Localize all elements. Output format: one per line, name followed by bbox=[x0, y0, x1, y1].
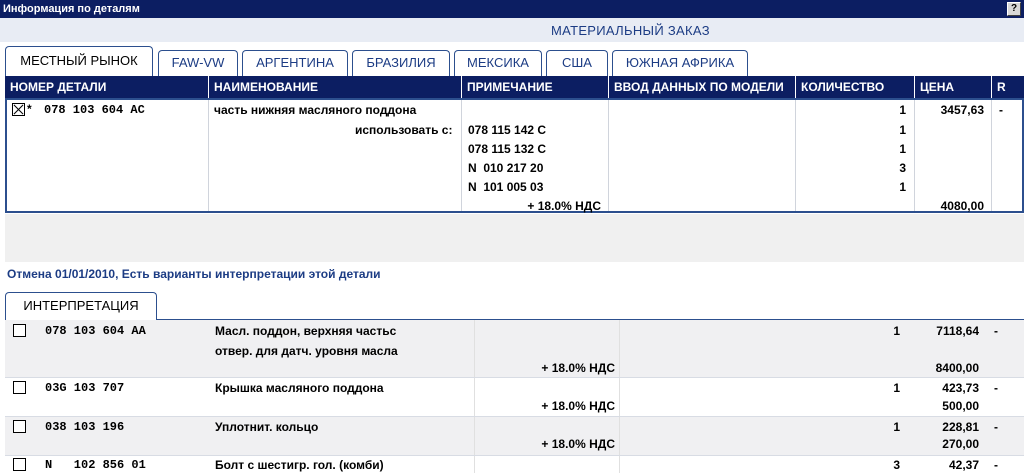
main-part-marker: * bbox=[27, 102, 32, 116]
row-checkbox[interactable] bbox=[13, 458, 26, 471]
part-number[interactable]: 03G 103 707 bbox=[45, 381, 125, 395]
part-name: отвер. для датч. уровня масла bbox=[215, 344, 398, 358]
table-row bbox=[5, 320, 1024, 377]
table-row bbox=[5, 378, 1024, 416]
price-value: 3457,63 bbox=[940, 103, 984, 117]
part-name: Крышка масляного поддона bbox=[215, 381, 384, 395]
tab-interpretation[interactable]: ИНТЕРПРЕТАЦИЯ bbox=[5, 292, 157, 320]
qty-value: 1 bbox=[899, 103, 906, 117]
order-header bbox=[0, 18, 1024, 42]
tab-usa[interactable]: США bbox=[546, 50, 608, 76]
col-r[interactable]: R bbox=[991, 76, 1024, 98]
tab-south-africa[interactable]: ЮЖНАЯ АФРИКА bbox=[612, 50, 748, 76]
tab-brazil[interactable]: БРАЗИЛИЯ bbox=[352, 50, 450, 76]
vat-price: 4080,00 bbox=[940, 199, 984, 213]
part-name: Уплотнит. кольцо bbox=[215, 420, 319, 434]
tab-faw-vw[interactable]: FAW-VW bbox=[158, 50, 238, 76]
price-value: 42,37 bbox=[948, 458, 979, 472]
order-title: МАТЕРИАЛЬНЫЙ ЗАКАЗ bbox=[551, 23, 710, 38]
col-price[interactable]: ЦЕНА bbox=[914, 76, 991, 98]
r-value: - bbox=[994, 458, 998, 472]
row-checkbox[interactable] bbox=[13, 420, 26, 433]
spacer-band bbox=[5, 214, 1024, 262]
col-quantity[interactable]: КОЛИЧЕСТВО bbox=[795, 76, 914, 98]
table-header bbox=[5, 76, 1024, 98]
main-part-block bbox=[5, 98, 1024, 213]
vat-label: + 18.0% НДС bbox=[527, 199, 601, 213]
part-number[interactable]: 038 103 196 bbox=[45, 420, 125, 434]
price-value: 7118,64 bbox=[936, 324, 979, 338]
vat-label: + 18.0% НДС bbox=[541, 361, 615, 375]
col-part-number[interactable]: НОМЕР ДЕТАЛИ bbox=[10, 80, 107, 94]
price-value: 228,81 bbox=[942, 420, 979, 434]
r-value: - bbox=[994, 324, 998, 338]
col-model-data[interactable]: ВВОД ДАННЫХ ПО МОДЕЛИ bbox=[608, 76, 795, 98]
window-titlebar bbox=[0, 0, 1024, 18]
replacement-part-4[interactable]: N 101 005 03 bbox=[468, 180, 544, 194]
help-button[interactable]: ? bbox=[1007, 2, 1021, 16]
table-row bbox=[5, 417, 1024, 455]
tab-mexico[interactable]: МЕКСИКА bbox=[454, 50, 542, 76]
col-name[interactable]: НАИМЕНОВАНИЕ bbox=[208, 76, 461, 98]
cancellation-notice: Отмена 01/01/2010, Есть варианты интерпретации этой детали bbox=[7, 267, 381, 281]
replacement-part-1[interactable]: 078 115 142 C bbox=[468, 123, 547, 137]
qty-value: 3 bbox=[899, 161, 906, 175]
window-title: Информация по деталям bbox=[3, 3, 140, 15]
main-part-name: часть нижняя масляного поддона bbox=[214, 103, 417, 117]
vat-price: 500,00 bbox=[942, 399, 979, 413]
vat-label: + 18.0% НДС bbox=[541, 399, 615, 413]
part-name: Болт с шестигр. гол. (комби) bbox=[215, 458, 384, 472]
qty-value: 1 bbox=[893, 420, 900, 434]
row-checkbox[interactable] bbox=[13, 381, 26, 394]
qty-value: 3 bbox=[893, 458, 900, 472]
main-part-number[interactable]: 078 103 604 AC bbox=[44, 103, 145, 117]
replacement-part-2[interactable]: 078 115 132 C bbox=[468, 142, 547, 156]
qty-value: 1 bbox=[893, 381, 900, 395]
main-part-checkbox[interactable] bbox=[12, 103, 25, 116]
col-note[interactable]: ПРИМЕЧАНИЕ bbox=[461, 76, 608, 98]
vat-price: 8400,00 bbox=[935, 361, 979, 375]
qty-value: 1 bbox=[893, 324, 900, 338]
price-value: 423,73 bbox=[942, 381, 979, 395]
interpretation-table bbox=[5, 320, 1024, 473]
r-value: - bbox=[999, 103, 1003, 117]
vat-label: + 18.0% НДС bbox=[541, 437, 615, 451]
qty-value: 1 bbox=[899, 180, 906, 194]
qty-value: 1 bbox=[899, 123, 906, 137]
r-value: - bbox=[994, 420, 998, 434]
vat-price: 270,00 bbox=[942, 437, 979, 451]
tab-local-market[interactable]: МЕСТНЫЙ РЫНОК bbox=[5, 46, 153, 76]
table-row bbox=[5, 456, 1024, 473]
r-value: - bbox=[994, 381, 998, 395]
row-checkbox[interactable] bbox=[13, 324, 26, 337]
tab-argentina[interactable]: АРГЕНТИНА bbox=[242, 50, 348, 76]
qty-value: 1 bbox=[899, 142, 906, 156]
part-name: Масл. поддон, верхняя частьс bbox=[215, 324, 397, 338]
replacement-part-3[interactable]: N 010 217 20 bbox=[468, 161, 544, 175]
part-number[interactable]: N 102 856 01 bbox=[45, 458, 146, 472]
part-number[interactable]: 078 103 604 AA bbox=[45, 324, 146, 338]
use-from-label: использовать с: bbox=[355, 123, 453, 137]
